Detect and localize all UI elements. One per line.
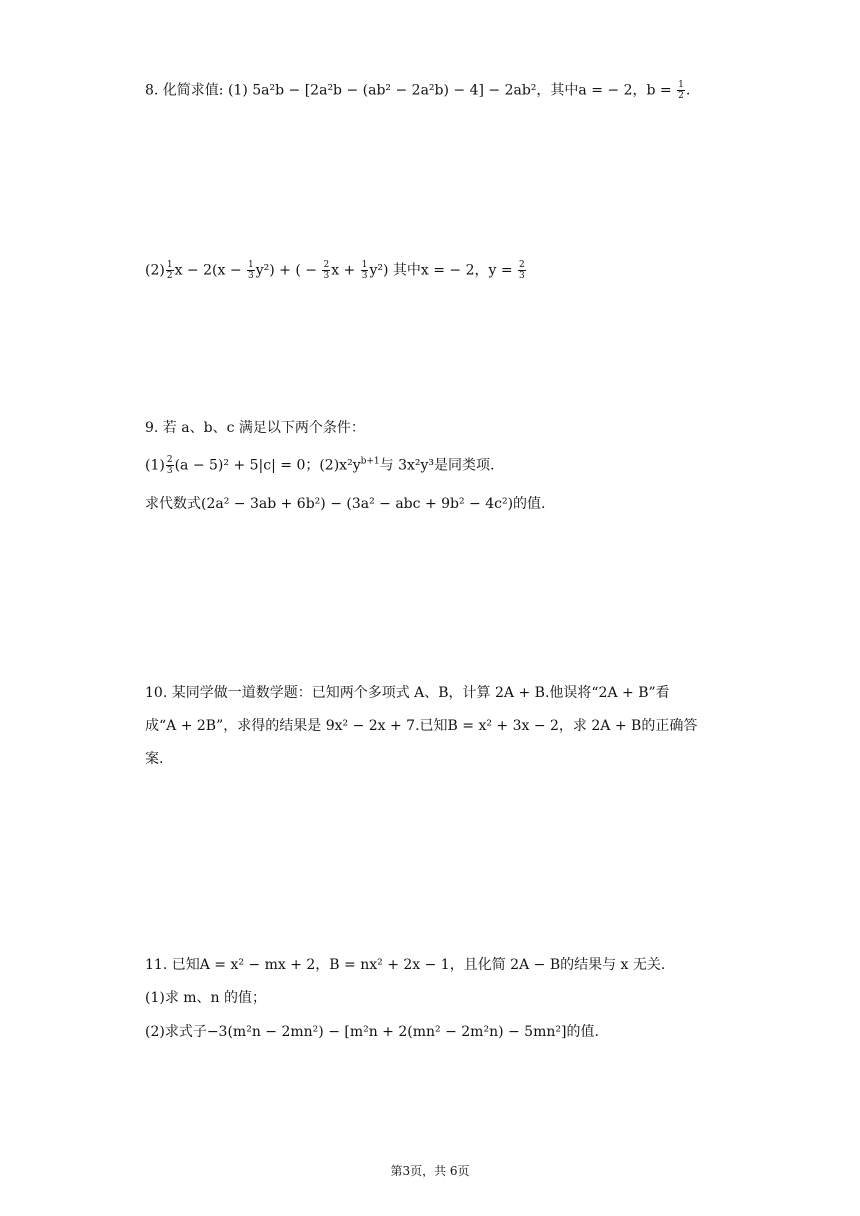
q11-line-2: (1)求 m、n 的值； xyxy=(145,990,267,1006)
q8-part1-expression: 5a²b − [2a²b − (ab² − 2a²b) − 4] − 2ab²，其中a = − 2，b = xyxy=(252,82,677,99)
page-number: 第3页，共 6页 xyxy=(390,1164,470,1178)
q8-b-fraction: $\frac{1}{2}$ xyxy=(678,80,684,101)
q8-part2: (2) $\frac{1}{2}$ x − 2(x − $\frac{1}{3}$ y²) + ( − $\frac{2}{3}$ x + $\frac{1}{3}$ y²) 其中x = − 2，y = $\frac{2}{3}$ xyxy=(145,260,525,281)
q10-line-1: 10. 某同学做一道数学题：已知两个多项式 A、B，计算 2A + B.他误将“2A + B”看 xyxy=(145,685,670,701)
q11-line-1: 11. 已知A = x² − mx + 2，B = nx² + 2x − 1，且化简 2A − B的结果与 x 无关. xyxy=(145,957,666,973)
q10-line-3: 案. xyxy=(145,751,164,767)
q9-conditions: (1) $\frac{2}{3}$ (a − 5)² + 5|c| = 0；$(2)x^2y^{b+1}$与 3x²y³是同类项. xyxy=(145,455,495,476)
q8-part1: 8. 化简求值: (1) 5a²b − [2a²b − (ab² − 2a²b) − 4] − 2ab²，其中a = − 2，b = $\frac{1}{2}$ . xyxy=(145,80,691,101)
q8-prefix: 8. 化简求值: (1) xyxy=(145,82,253,99)
q9-intro: 9. 若 a、b、c 满足以下两个条件： xyxy=(145,420,365,436)
q11-line-3: (2)求式子−3(m²n − 2mn²) − [m²n + 2(mn² − 2m²n) − 5mn²]的值. xyxy=(145,1024,599,1040)
q10-line-2: 成“A + 2B”，求得的结果是 9x² − 2x + 7.已知B = x² + 3x − 2，求 2A + B的正确答 xyxy=(145,718,698,734)
q9-question: 求代数式(2a² − 3ab + 6b²) − (3a² − abc + 9b² − 4c²)的值. xyxy=(145,496,546,512)
